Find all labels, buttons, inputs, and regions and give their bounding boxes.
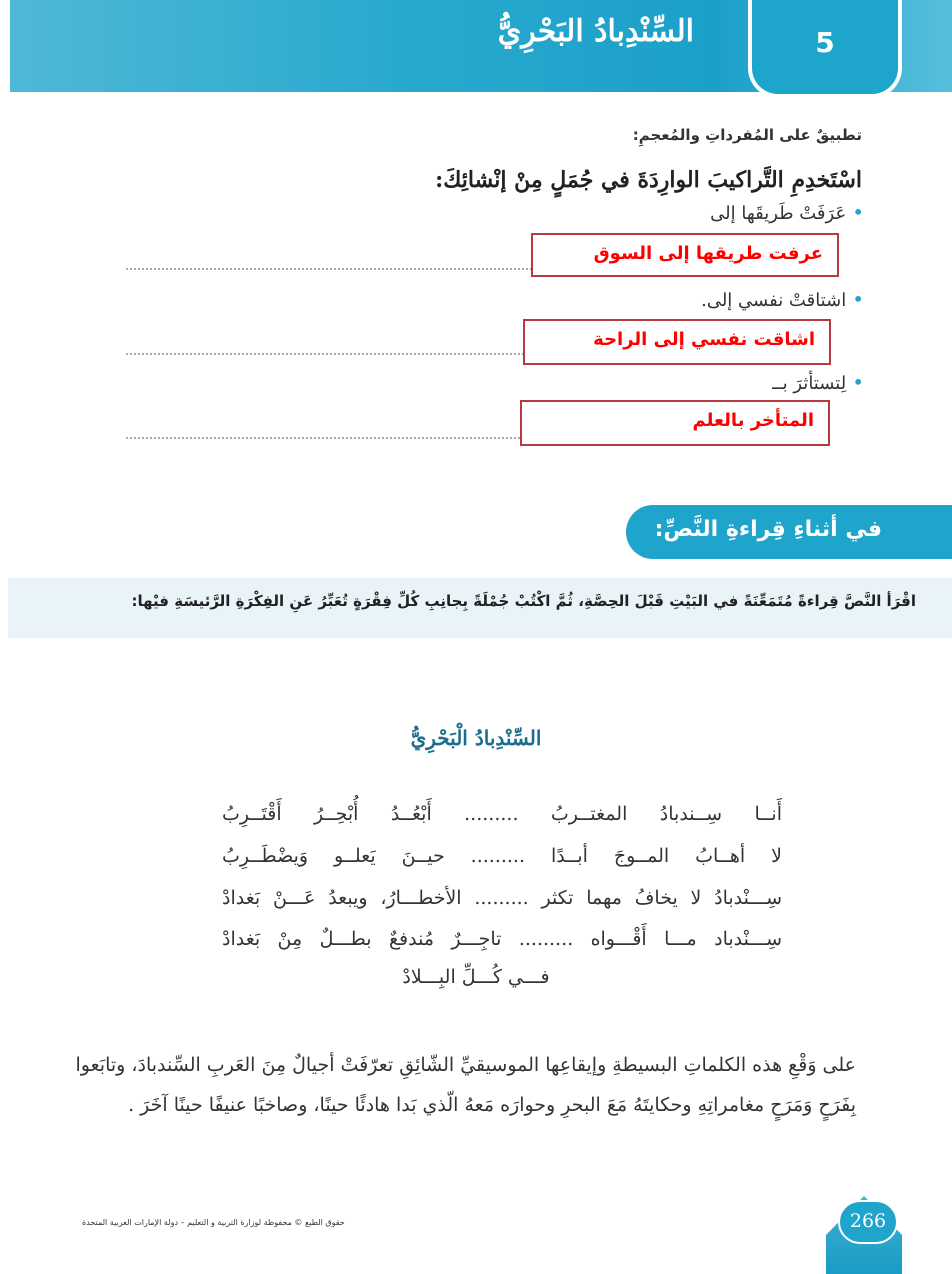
vocab-prompt: عَرَفَتْ طَريقَها إلى [710, 203, 847, 224]
vocab-prompt: اشتاقتْ نفسي إلى. [701, 290, 847, 311]
answer-box-2[interactable] [523, 319, 831, 365]
paragraph-line: على وَقْعِ هذه الكلماتِ البسيطةِ وإيقاعِها الموسيقيِّ الشّائِقِ تعرّفَتْ أجيالٌ مِنَ العَربِ السِّندبادَ، وتابَعوا [75, 1054, 856, 1076]
copyright-notice: حقوق الطبع © محفوظة لوزارة التربية و التعليم – دولة الإمارات العربية المتحدة [82, 1218, 345, 1227]
paragraph-line: بِفَرَحٍ وَمَرَحٍ مغامراتِهِ وحكايتَهُ مَعَ البحرِ وحوارَه مَعهُ الّذي بَدا هادئًا حينًا، وصاخبًا عنيفًا حينًا آخَرَ . [128, 1094, 856, 1116]
vocab-prompt: لِتستأثرَ بــ [772, 373, 847, 394]
reading-task-text: اقْرَأ النَّصَّ قِراءةً مُتَمَعِّنَةً في البَيْتِ قَبْلَ الحِصَّةِ، ثُمَّ اكْتُبْ جُمْلَةً بِجانِبِ كُلِّ فِقْرَةٍ تُعَبِّرُ عَنِ الفِكْرَةِ الرَّئيسَةِ فيْها: [131, 592, 916, 610]
answer-box-3[interactable] [520, 400, 830, 446]
reading-section-title: في أثناءِ قِراءةِ النَّصِّ: [654, 517, 882, 542]
answer-text: اشاقت نفسي إلى الراحة [593, 329, 815, 350]
poem-title: السِّنْدِبادُ الْبَحْرِيُّ [410, 726, 542, 750]
poem-line: أَنــا سِــندبادُ المغتــربُ ......... أَبْعُــدُ أُبْحِــرُ أَقْتَــرِبُ [222, 803, 782, 825]
poem-last-line: فـــي كُـــلِّ البِـــلادْ [402, 966, 550, 988]
answer-dotted-line [126, 353, 536, 355]
lesson-number-tab [748, 0, 902, 98]
poem-line: سِـــنْدبادُ لا يخافُ مهما تكثر ......... الأخطـــارُ، ويبعدُ عَـــنْ بَغدادْ [222, 887, 782, 909]
vocab-item-2 [701, 287, 864, 311]
page-title: السِّنْدِبادُ البَحْرِيُّ [497, 14, 694, 49]
answer-dotted-line [126, 268, 536, 270]
page-number-disc [838, 1200, 898, 1244]
answer-dotted-line [126, 437, 536, 439]
bullet-icon: • [852, 370, 864, 394]
answer-text: عرفت طريقها إلى السوق [593, 243, 823, 264]
reading-task-band [8, 578, 952, 638]
poem-line: لا أهــابُ المــوجَ أبــدًا ......... حيــنَ يَعلــو وَيضْطَــرِبُ [222, 845, 782, 867]
bullet-icon: • [852, 200, 864, 224]
lesson-number: 5 [815, 26, 835, 59]
vocab-item-3 [772, 370, 864, 394]
vocab-item-1 [710, 200, 864, 224]
answer-text: المتأخر بالعلم [692, 410, 814, 431]
reading-section-banner [626, 505, 952, 559]
page-number: 266 [849, 1210, 887, 1232]
vocab-section-heading: تطبيقٌ على المُفرداتِ والمُعجمِ: [632, 126, 862, 144]
answer-box-1[interactable] [531, 233, 839, 277]
bullet-icon: • [852, 287, 864, 311]
poem-line: سِـــنْدباد مـــا أَقْـــواه ......... تاجِـــرٌ مُندفعٌ بطـــلٌ مِنْ بَغدادْ [222, 928, 782, 950]
vocab-instruction: اسْتَخدِمِ التَّراكيبَ الوارِدَةَ في جُمَلٍ مِنْ إنْشائِكَ: [435, 167, 862, 193]
